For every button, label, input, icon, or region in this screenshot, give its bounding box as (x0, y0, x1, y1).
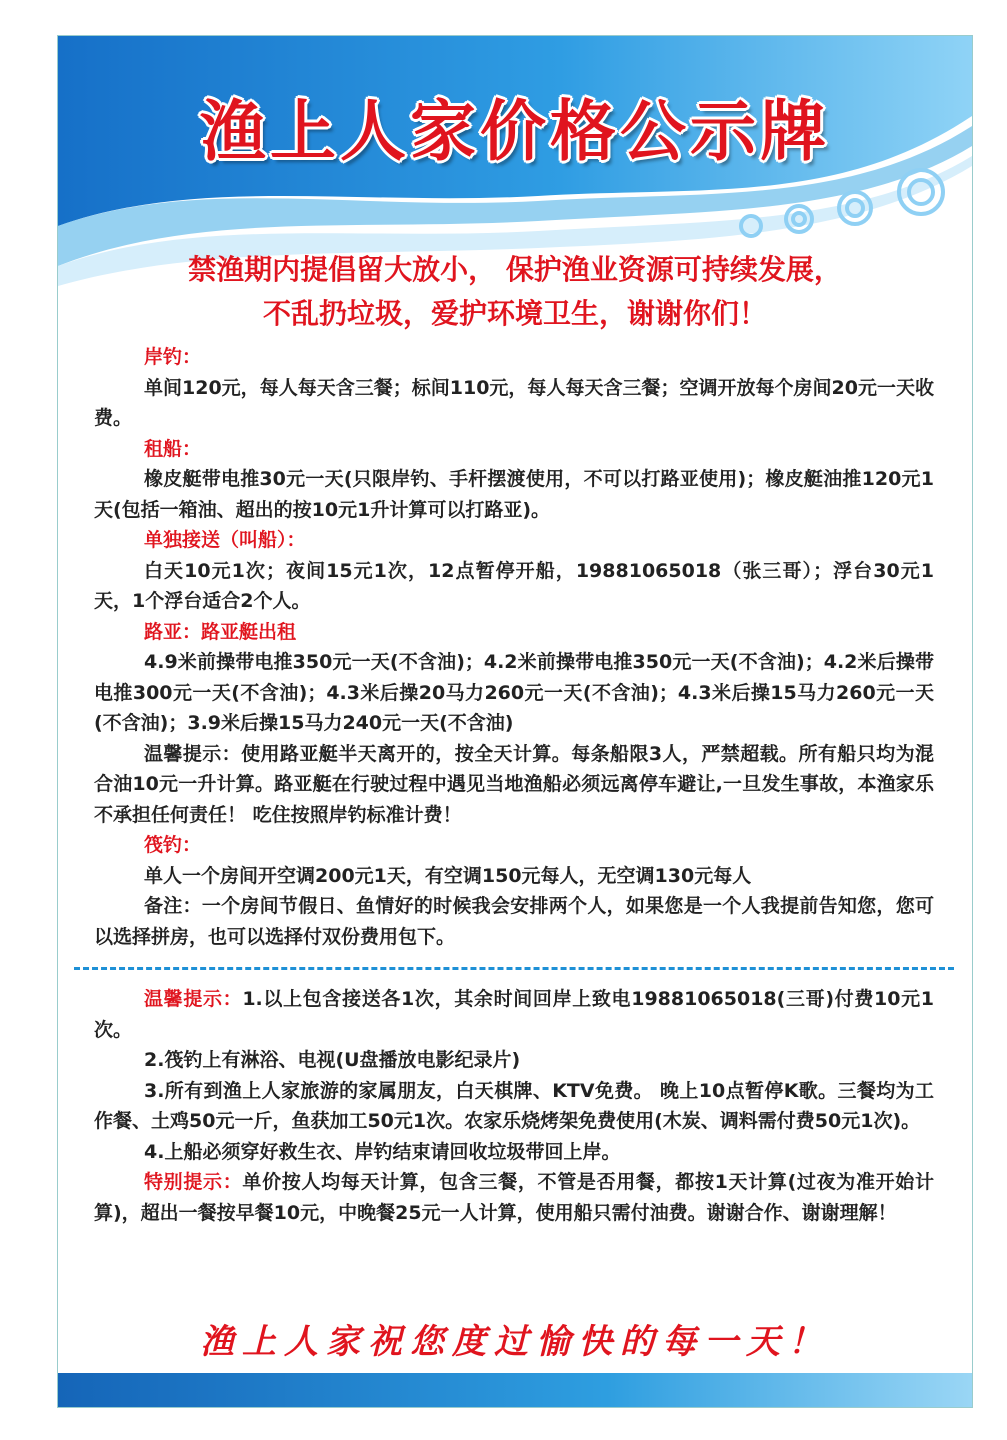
section-text: 单间120元，每人每天含三餐；标间110元，每人每天含三餐；空调开放每个房间20元一天收费。 (94, 376, 934, 429)
note-item (94, 984, 934, 1045)
section-title: 岸钓： (144, 346, 202, 368)
special-text: 单价按人均每天计算，包含三餐，不管是否用餐，都按1天计算(过夜为准开始计算)，超出一餐按早餐10元，中晚餐25元一人计算，使用船只需付油费。谢谢合作、谢谢理解！ (94, 1171, 934, 1224)
footer-slogan: 渔上人家祝您度过愉快的每一天！ (200, 1322, 830, 1362)
section-text: 4.9米前操带电推350元一天(不含油)；4.2米前操带电推350元一天(不含油)；4.2米后操带电推300元一天(不含油)；4.3米后操20马力260元一天(不含油)；4.3米后操15马力260元一天(不含油)；3.9米后操15马力240元一天(不含油) (94, 651, 934, 734)
section-text: 橡皮艇带电推30元一天(只限岸钓、手杆摆渡使用，不可以打路亚使用)；橡皮艇油推120元1天(包括一箱油、超出的按10元1升计算可以打路亚)。 (94, 468, 934, 521)
dashed-divider (74, 967, 954, 970)
section-raft-fishing (94, 830, 934, 952)
price-poster (57, 35, 973, 1408)
special-tip-label: 特别提示： (144, 1171, 243, 1193)
section-boat-rental (94, 434, 934, 526)
note-item: 4.上船必须穿好救生衣、岸钓结束请回收垃圾带回上岸。 (144, 1140, 621, 1163)
conservation-slogan (58, 248, 972, 336)
section-text: 备注：一个房间节假日、鱼情好的时候我会安排两个人，如果您是一个人我提前告知您，您可以选择拼房，也可以选择付双份费用包下。 (94, 895, 934, 948)
section-title: 筏钓： (144, 834, 202, 856)
slogan-line: 不乱扔垃圾，爱护环境卫生，谢谢你们！ (262, 297, 767, 330)
section-title: 租船： (144, 437, 202, 460)
section-shuttle (94, 525, 934, 617)
section-title: 路亚：路亚艇出租 (144, 620, 297, 643)
poster-title: 渔上人家价格公示牌 (200, 93, 830, 170)
price-sections (94, 342, 934, 952)
note-item: 2.筏钓上有淋浴、电视(U盘播放电影纪录片) (144, 1049, 521, 1071)
section-lure-boat (94, 617, 934, 831)
section-text: 白天10元1次；夜间15元1次，12点暂停开船，19881065018（张三哥）；浮台30元1天，1个浮台适合2个人。 (94, 559, 934, 612)
section-title: 单独接送（叫船）： (144, 529, 306, 551)
notes-section (94, 984, 934, 1228)
special-note (94, 1167, 934, 1228)
note-text: 1.以上包含接送各1次，其余时间回岸上致电19881065018(三哥)付费10元1次。 (94, 988, 934, 1041)
bottom-blue-bar (58, 1373, 972, 1407)
section-text: 单人一个房间开空调200元1天，有空调150元每人，无空调130元每人 (144, 864, 752, 887)
slogan-line: 禁渔期内提倡留大放小， 保护渔业资源可持续发展， (188, 253, 842, 286)
note-item: 3.所有到渔上人家旅游的家属朋友，白天棋牌、KTV免费。 晚上10点暂停K歌。三餐均为工作餐、土鸡50元一斤，鱼获加工50元1次。农家乐烧烤架免费使用(木炭、调料需付费50元1次)。 (94, 1079, 934, 1132)
section-shore-fishing (94, 342, 934, 434)
section-text: 温馨提示：使用路亚艇半天离开的，按全天计算。每条船限3人，严禁超载。所有船只均为混合油10元一升计算。路亚艇在行驶过程中遇见当地渔船必须远离停车避让,一旦发生事故，本渔家乐不承担任何责任！ 吃住按照岸钓标准计费！ (94, 742, 934, 826)
warm-tip-label: 温馨提示： (144, 988, 243, 1010)
